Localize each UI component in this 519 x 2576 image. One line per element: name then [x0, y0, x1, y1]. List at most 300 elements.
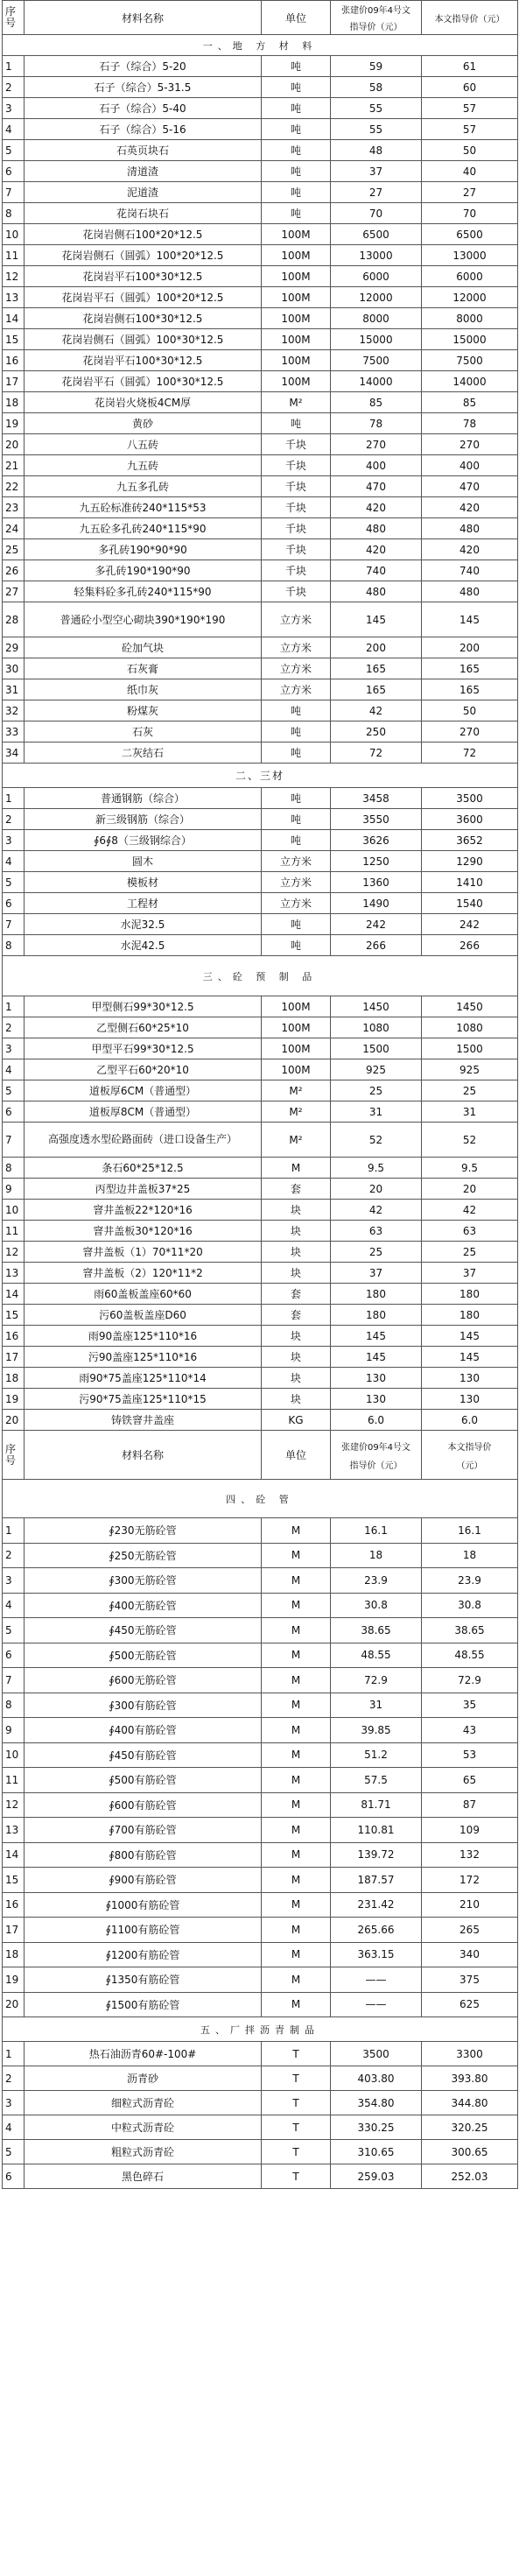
unit: 100M: [262, 266, 331, 287]
price-current: 266: [422, 935, 518, 956]
price-2009: 354.80: [331, 2091, 422, 2115]
price-current: 3300: [422, 2042, 518, 2066]
unit: M: [262, 1842, 331, 1868]
row-index: 6: [3, 1101, 25, 1123]
row-index: 19: [3, 1967, 25, 1993]
row-index: 9: [3, 1718, 25, 1743]
unit: 块: [262, 1263, 331, 1284]
unit: 100M: [262, 287, 331, 308]
table-row: [3, 1038, 518, 1059]
price-2009: 37: [331, 1263, 422, 1284]
row-index: 4: [3, 1059, 25, 1080]
material-name: 污90盖座125*110*16: [25, 1347, 262, 1368]
material-name: 乙型平石60*20*10: [25, 1059, 262, 1080]
price-current: 420: [422, 497, 518, 518]
price-current: 242: [422, 914, 518, 935]
unit: M: [262, 1718, 331, 1743]
price-2009: 63: [331, 1221, 422, 1242]
price-2009: 58: [331, 77, 422, 98]
unit: 块: [262, 1221, 331, 1242]
row-index: 19: [3, 1389, 25, 1410]
material-name: ∮500有筋砼管: [25, 1768, 262, 1793]
table-row: [3, 809, 518, 830]
unit: 吨: [262, 161, 331, 182]
header-col4: [331, 1, 422, 35]
table-row: [3, 1123, 518, 1158]
unit: 100M: [262, 245, 331, 266]
header2-col5-line1: 本文指导价: [447, 1442, 492, 1453]
row-index: 3: [3, 1568, 25, 1594]
unit: T: [262, 2042, 331, 2066]
table-row: [3, 935, 518, 956]
material-name: ∮300有筋砼管: [25, 1693, 262, 1718]
price-current: 57: [422, 119, 518, 140]
unit: M: [262, 1792, 331, 1818]
price-current: 37: [422, 1263, 518, 1284]
table-header: [3, 1, 518, 35]
price-2009: 72.9: [331, 1668, 422, 1693]
material-name: 石子（综合）5-16: [25, 119, 262, 140]
price-2009: 187.57: [331, 1868, 422, 1893]
price-current: 72.9: [422, 1668, 518, 1693]
table-row: [3, 413, 518, 434]
row-index: 4: [3, 851, 25, 872]
material-name: 二灰结石: [25, 743, 262, 764]
header-col5: 本文指导价（元）: [422, 1, 518, 35]
price-current: 1450: [422, 996, 518, 1017]
material-name: 花岗岩平石100*30*12.5: [25, 350, 262, 371]
price-2009: 25: [331, 1242, 422, 1263]
material-name: 多孔砖190*90*90: [25, 539, 262, 560]
price-current: 200: [422, 637, 518, 658]
price-current: 72: [422, 743, 518, 764]
unit: M: [262, 1543, 331, 1568]
row-index: 17: [3, 1347, 25, 1368]
row-index: 12: [3, 1242, 25, 1263]
section-row: [3, 1480, 518, 1518]
table-row: [3, 2091, 518, 2115]
section-title: 一、地 方 材 料: [3, 35, 518, 56]
table-row: [3, 1059, 518, 1080]
price-2009: 42: [331, 1200, 422, 1221]
price-current: 63: [422, 1221, 518, 1242]
price-current: 16.1: [422, 1518, 518, 1544]
price-2009: 363.15: [331, 1942, 422, 1967]
row-index: 7: [3, 1123, 25, 1158]
header2-col5: [422, 1431, 518, 1480]
row-index: 11: [3, 1221, 25, 1242]
material-name: ∮450无筋砼管: [25, 1618, 262, 1643]
table-row: [3, 851, 518, 872]
price-current: 6.0: [422, 1410, 518, 1431]
unit: 千块: [262, 434, 331, 455]
unit: 吨: [262, 413, 331, 434]
row-index: 3: [3, 1038, 25, 1059]
price-2009: 18: [331, 1543, 422, 1568]
price-current: 35: [422, 1693, 518, 1718]
row-index: 10: [3, 1742, 25, 1768]
unit: 块: [262, 1389, 331, 1410]
unit: 套: [262, 1179, 331, 1200]
row-index: 2: [3, 809, 25, 830]
unit: M: [262, 1618, 331, 1643]
table-row: [3, 1410, 518, 1431]
table-row: [3, 1305, 518, 1326]
price-2009: 1360: [331, 872, 422, 893]
row-index: 2: [3, 1543, 25, 1568]
material-name: 石子（综合）5-31.5: [25, 77, 262, 98]
row-index: 3: [3, 98, 25, 119]
table-row: [3, 287, 518, 308]
table-row: [3, 1200, 518, 1221]
price-2009: 1080: [331, 1017, 422, 1038]
material-name: 条石60*25*12.5: [25, 1158, 262, 1179]
row-index: 12: [3, 1792, 25, 1818]
section-title: 二、三材: [3, 764, 518, 788]
price-current: 145: [422, 1326, 518, 1347]
price-2009: 145: [331, 602, 422, 637]
unit: M²: [262, 1080, 331, 1101]
table-row: [3, 679, 518, 700]
price-current: 925: [422, 1059, 518, 1080]
unit: M: [262, 1942, 331, 1967]
unit: 千块: [262, 560, 331, 581]
material-name: 雨60盖板盖座60*60: [25, 1284, 262, 1305]
unit: M: [262, 1568, 331, 1594]
table-row: [3, 1179, 518, 1200]
header2-name: 材料名称: [25, 1431, 262, 1480]
unit: M: [262, 1818, 331, 1843]
material-name: 石灰: [25, 721, 262, 743]
price-2009: 8000: [331, 308, 422, 329]
material-name: 中粒式沥青砼: [25, 2115, 262, 2140]
unit: 吨: [262, 98, 331, 119]
price-current: 480: [422, 518, 518, 539]
unit: M: [262, 1693, 331, 1718]
price-2009: 1450: [331, 996, 422, 1017]
price-current: 53: [422, 1742, 518, 1768]
material-name: 轻集料砼多孔砖240*115*90: [25, 581, 262, 602]
row-index: 1: [3, 788, 25, 809]
price-current: 130: [422, 1368, 518, 1389]
row-index: 4: [3, 119, 25, 140]
price-current: 52: [422, 1123, 518, 1158]
material-name: 工程材: [25, 893, 262, 914]
price-current: 393.80: [422, 2066, 518, 2091]
material-name: 花岗岩平石（圆弧）100*20*12.5: [25, 287, 262, 308]
price-2009: 81.71: [331, 1792, 422, 1818]
table-row: [3, 350, 518, 371]
price-current: 60: [422, 77, 518, 98]
row-index: 1: [3, 996, 25, 1017]
price-current: 3652: [422, 830, 518, 851]
material-name: 石英页块石: [25, 140, 262, 161]
row-index: 2: [3, 77, 25, 98]
header-unit: 单位: [262, 1, 331, 35]
table-row: [3, 245, 518, 266]
price-current: 3600: [422, 809, 518, 830]
row-index: 3: [3, 2091, 25, 2115]
material-name: 道板厚8CM（普通型）: [25, 1101, 262, 1123]
material-name: ∮600无筋砼管: [25, 1668, 262, 1693]
row-index: 7: [3, 1668, 25, 1693]
table-row: [3, 1263, 518, 1284]
unit: M: [262, 1668, 331, 1693]
table-row: [3, 1080, 518, 1101]
price-current: 180: [422, 1305, 518, 1326]
row-index: 2: [3, 2066, 25, 2091]
row-index: 26: [3, 560, 25, 581]
unit: T: [262, 2091, 331, 2115]
row-index: 29: [3, 637, 25, 658]
price-current: 130: [422, 1389, 518, 1410]
price-2009: 31: [331, 1101, 422, 1123]
material-name: 道板厚6CM（普通型）: [25, 1080, 262, 1101]
unit: M: [262, 1892, 331, 1918]
unit: M: [262, 1518, 331, 1544]
price-2009: 145: [331, 1326, 422, 1347]
material-name: 粉煤灰: [25, 700, 262, 721]
header2-col4-line1: 张建价09年4号文: [340, 1442, 411, 1453]
price-2009: ——: [331, 1992, 422, 2017]
material-name: 花岗岩平石100*30*12.5: [25, 266, 262, 287]
table-row: [3, 140, 518, 161]
price-2009: 52: [331, 1123, 422, 1158]
row-index: 4: [3, 2115, 25, 2140]
price-current: 78: [422, 413, 518, 434]
table-row: [3, 392, 518, 413]
price-2009: 6500: [331, 224, 422, 245]
price-2009: 180: [331, 1284, 422, 1305]
row-index: 6: [3, 1643, 25, 1668]
price-2009: 13000: [331, 245, 422, 266]
table-row: [3, 1792, 518, 1818]
unit: 100M: [262, 1017, 331, 1038]
row-index: 6: [3, 161, 25, 182]
price-table: [2, 0, 518, 2189]
price-current: 18: [422, 1543, 518, 1568]
table-row: [3, 1842, 518, 1868]
table-row: [3, 1221, 518, 1242]
price-2009: 480: [331, 518, 422, 539]
price-2009: 7500: [331, 350, 422, 371]
material-name: 窨井盖板（2）120*11*2: [25, 1263, 262, 1284]
table-row: [3, 830, 518, 851]
table-row: [3, 1518, 518, 1544]
table-row: [3, 1693, 518, 1718]
price-2009: 37: [331, 161, 422, 182]
material-name: ∮6∮8（三级钢综合）: [25, 830, 262, 851]
price-current: 13000: [422, 245, 518, 266]
material-name: ∮400有筋砼管: [25, 1718, 262, 1743]
price-2009: 110.81: [331, 1818, 422, 1843]
material-name: 污90*75盖座125*110*15: [25, 1389, 262, 1410]
unit: M: [262, 1593, 331, 1618]
material-name: 污60盖板盖座D60: [25, 1305, 262, 1326]
material-name: 石子（综合）5-40: [25, 98, 262, 119]
header-idx: 序号: [3, 1, 25, 35]
row-index: 11: [3, 245, 25, 266]
price-2009: ——: [331, 1967, 422, 1993]
material-name: 雨90盖座125*110*16: [25, 1326, 262, 1347]
price-2009: 16.1: [331, 1518, 422, 1544]
unit: 吨: [262, 119, 331, 140]
row-index: 22: [3, 476, 25, 497]
row-index: 6: [3, 893, 25, 914]
row-index: 7: [3, 182, 25, 203]
material-name: 模板材: [25, 872, 262, 893]
unit: 千块: [262, 455, 331, 476]
price-2009: 6.0: [331, 1410, 422, 1431]
price-2009: 740: [331, 560, 422, 581]
price-current: 6500: [422, 224, 518, 245]
price-current: 43: [422, 1718, 518, 1743]
table-row: [3, 788, 518, 809]
row-index: 3: [3, 830, 25, 851]
table-row: [3, 602, 518, 637]
material-name: 九五砖: [25, 455, 262, 476]
row-index: 30: [3, 658, 25, 679]
price-current: 165: [422, 658, 518, 679]
row-index: 1: [3, 1518, 25, 1544]
price-2009: 400: [331, 455, 422, 476]
table-row: [3, 581, 518, 602]
unit: 吨: [262, 788, 331, 809]
material-name: 石子（综合）5-20: [25, 56, 262, 77]
unit: 100M: [262, 308, 331, 329]
row-index: 4: [3, 1593, 25, 1618]
material-name: 石灰膏: [25, 658, 262, 679]
price-current: 375: [422, 1967, 518, 1993]
material-name: ∮1000有筋砼管: [25, 1892, 262, 1918]
price-2009: 242: [331, 914, 422, 935]
row-index: 8: [3, 203, 25, 224]
unit: 100M: [262, 329, 331, 350]
price-2009: 480: [331, 581, 422, 602]
table-row: [3, 893, 518, 914]
row-index: 6: [3, 2164, 25, 2189]
table-row: [3, 658, 518, 679]
row-index: 17: [3, 1918, 25, 1943]
table-row: [3, 203, 518, 224]
material-name: 花岗石块石: [25, 203, 262, 224]
unit: 千块: [262, 497, 331, 518]
row-index: 27: [3, 581, 25, 602]
table-row: [3, 1718, 518, 1743]
row-index: 13: [3, 287, 25, 308]
table-row: [3, 1017, 518, 1038]
price-current: 132: [422, 1842, 518, 1868]
price-2009: 403.80: [331, 2066, 422, 2091]
unit: 吨: [262, 721, 331, 743]
material-name: 沥青砂: [25, 2066, 262, 2091]
material-name: 热石油沥青60#-100#: [25, 2042, 262, 2066]
material-name: 甲型侧石99*30*12.5: [25, 996, 262, 1017]
table-row: [3, 1643, 518, 1668]
material-name: 水泥32.5: [25, 914, 262, 935]
price-current: 1410: [422, 872, 518, 893]
table-row: [3, 1326, 518, 1347]
header-col4-line2: 指导价（元）: [349, 23, 403, 32]
row-index: 12: [3, 266, 25, 287]
material-name: 铸铁窨井盖座: [25, 1410, 262, 1431]
price-current: 1540: [422, 893, 518, 914]
price-current: 57: [422, 98, 518, 119]
material-name: 花岗岩侧石100*20*12.5: [25, 224, 262, 245]
material-name: 花岗岩火烧板4CM厚: [25, 392, 262, 413]
header2-col4: [331, 1431, 422, 1480]
material-name: ∮600有筋砼管: [25, 1792, 262, 1818]
material-name: 花岗岩侧石（圆弧）100*30*12.5: [25, 329, 262, 350]
unit: 100M: [262, 224, 331, 245]
unit: 套: [262, 1284, 331, 1305]
row-index: 1: [3, 56, 25, 77]
header2-unit: 单位: [262, 1431, 331, 1480]
price-current: 420: [422, 539, 518, 560]
table-row: [3, 455, 518, 476]
price-current: 172: [422, 1868, 518, 1893]
table-row: [3, 560, 518, 581]
unit: 千块: [262, 476, 331, 497]
price-2009: 48.55: [331, 1643, 422, 1668]
price-2009: 250: [331, 721, 422, 743]
table-row: [3, 161, 518, 182]
unit: 吨: [262, 935, 331, 956]
material-name: 普通砼小型空心砌块390*190*190: [25, 602, 262, 637]
table-row: [3, 56, 518, 77]
unit: 100M: [262, 1038, 331, 1059]
price-current: 85: [422, 392, 518, 413]
unit: M: [262, 1643, 331, 1668]
row-index: 18: [3, 1942, 25, 1967]
price-2009: 12000: [331, 287, 422, 308]
unit: M: [262, 1742, 331, 1768]
price-current: 25: [422, 1242, 518, 1263]
unit: M: [262, 1918, 331, 1943]
unit: 100M: [262, 350, 331, 371]
price-current: 23.9: [422, 1568, 518, 1594]
row-index: 7: [3, 914, 25, 935]
row-index: 31: [3, 679, 25, 700]
price-2009: 59: [331, 56, 422, 77]
material-name: ∮1350有筋砼管: [25, 1967, 262, 1993]
table-row: [3, 700, 518, 721]
table-row: [3, 539, 518, 560]
price-current: 40: [422, 161, 518, 182]
price-current: 625: [422, 1992, 518, 2017]
price-current: 252.03: [422, 2164, 518, 2189]
table-row: [3, 119, 518, 140]
price-2009: 200: [331, 637, 422, 658]
unit: M²: [262, 392, 331, 413]
price-current: 265: [422, 1918, 518, 1943]
price-current: 48.55: [422, 1643, 518, 1668]
row-index: 21: [3, 455, 25, 476]
row-index: 2: [3, 1017, 25, 1038]
unit: 吨: [262, 56, 331, 77]
table-row: [3, 1967, 518, 1993]
row-index: 18: [3, 392, 25, 413]
unit: KG: [262, 1410, 331, 1431]
section-row: [3, 35, 518, 56]
material-name: ∮300无筋砼管: [25, 1568, 262, 1594]
price-current: 27: [422, 182, 518, 203]
table-row: [3, 1389, 518, 1410]
price-2009: 1250: [331, 851, 422, 872]
material-name: 九五砼标准砖240*115*53: [25, 497, 262, 518]
unit: 立方米: [262, 893, 331, 914]
material-name: 多孔砖190*190*90: [25, 560, 262, 581]
